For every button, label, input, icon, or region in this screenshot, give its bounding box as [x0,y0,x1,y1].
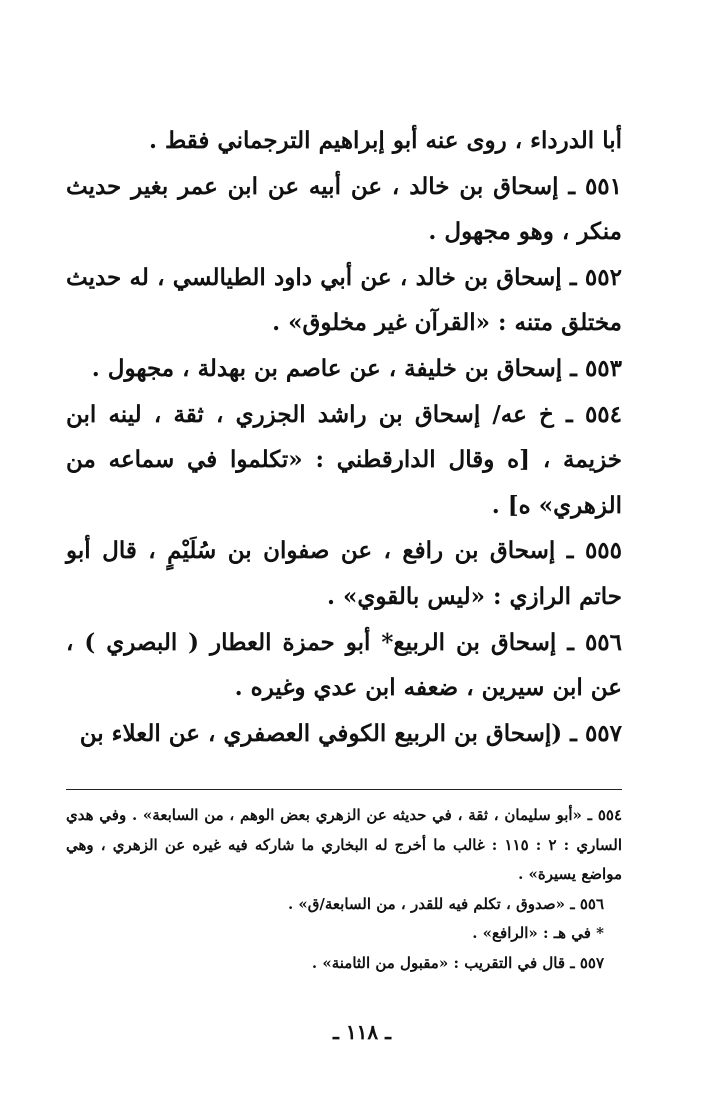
page-number: ـ ١١٨ ـ [333,1020,391,1044]
entry-553: ٥٥٣ ـ إسحاق بن خليفة ، عن عاصم بن بهدلة ، مجهول . [91,354,622,382]
entry-text: خ عه/ إسحاق بن راشد الجزري ، ثقة ، لينه ابن خزيمة ، [ه وقال الدارقطني : «تكلموا في سماعه من الزهري» ه] . [66,400,622,519]
entry-number: ٥٥٧ [584,719,622,747]
entry-text: إسحاق بن الربيع* أبو حمزة العطار ( البصري ) ، عن ابن سيرين ، ضعفه ابن عدي وغيره . [66,628,622,702]
entry-text: إسحاق بن خليفة ، عن عاصم بن بهدلة ، مجهول . [91,354,563,382]
footnote-557: ٥٥٧ ـ قال في التقريب : «مقبول من الثامنة» . [311,953,604,972]
entry-text: إسحاق بن خالد ، عن أبي داود الطيالسي ، له حديث مختلق متنه : «القرآن غير مخلوق» . [66,263,622,337]
entry-number: ٥٥٣ [584,354,622,382]
entry-number: ٥٥٢ [584,263,622,291]
entry-556: ٥٥٦ ـ إسحاق بن الربيع* أبو حمزة العطار ( البصري ) ، عن ابن سيرين ، ضعفه ابن عدي وغيره . [66,628,622,702]
entry-text: إسحاق بن خالد ، عن أبيه عن ابن عمر بغير حديث منكر ، وهو مجهول . [66,172,622,246]
footnote-divider [66,789,622,790]
footnotes-section [66,801,622,978]
entry-number: ٥٥١ [584,172,622,200]
main-text-body [66,118,622,756]
footnote-asterisk: * في هـ : «الرافع» . [472,924,604,942]
entry-551: ٥٥١ ـ إسحاق بن خالد ، عن أبيه عن ابن عمر بغير حديث منكر ، وهو مجهول . [66,172,622,246]
intro-paragraph: أبا الدرداء ، روى عنه أبو إبراهيم الترجماني فقط . [148,127,622,154]
entry-557: ٥٥٧ ـ (إسحاق بن الربيع الكوفي العصفري ، عن العلاء بن [79,719,622,747]
entry-number: ٥٥٤ [584,400,622,428]
entry-text: (إسحاق بن الربيع الكوفي العصفري ، عن العلاء بن [79,719,563,747]
entry-number: ٥٥٦ [584,628,622,656]
entry-number: ٥٥٥ [584,537,622,565]
entry-text: إسحاق بن رافع ، عن صفوان بن سُلَيْمٍ ، قال أبو حاتم الرازي : «ليس بالقوي» . [66,537,622,610]
entry-555: ٥٥٥ ـ إسحاق بن رافع ، عن صفوان بن سُلَيْمٍ ، قال أبو حاتم الرازي : «ليس بالقوي» . [66,537,622,610]
footnote-556: ٥٥٦ ـ «صدوق ، تكلم فيه للقدر ، من السابعة/ق» . [287,894,604,913]
footnote-554: ٥٥٤ ـ «أبو سليمان ، ثقة ، في حديثه عن الزهري بعض الوهم ، من السابعة» . وفي هدي الساري : ٢ : ١١٥ : غالب ما أخرج له البخاري ما شاركه فيه غيره عن الزهري ، وهي مواضع يسيرة» . [66,806,623,883]
entry-554: ٥٥٤ ـ خ عه/ إسحاق بن راشد الجزري ، ثقة ، لينه ابن خزيمة ، [ه وقال الدارقطني : «تكلموا في سماعه من الزهري» ه] . [66,400,622,519]
entry-552: ٥٥٢ ـ إسحاق بن خالد ، عن أبي داود الطيالسي ، له حديث مختلق متنه : «القرآن غير مخلوق» . [66,263,622,337]
